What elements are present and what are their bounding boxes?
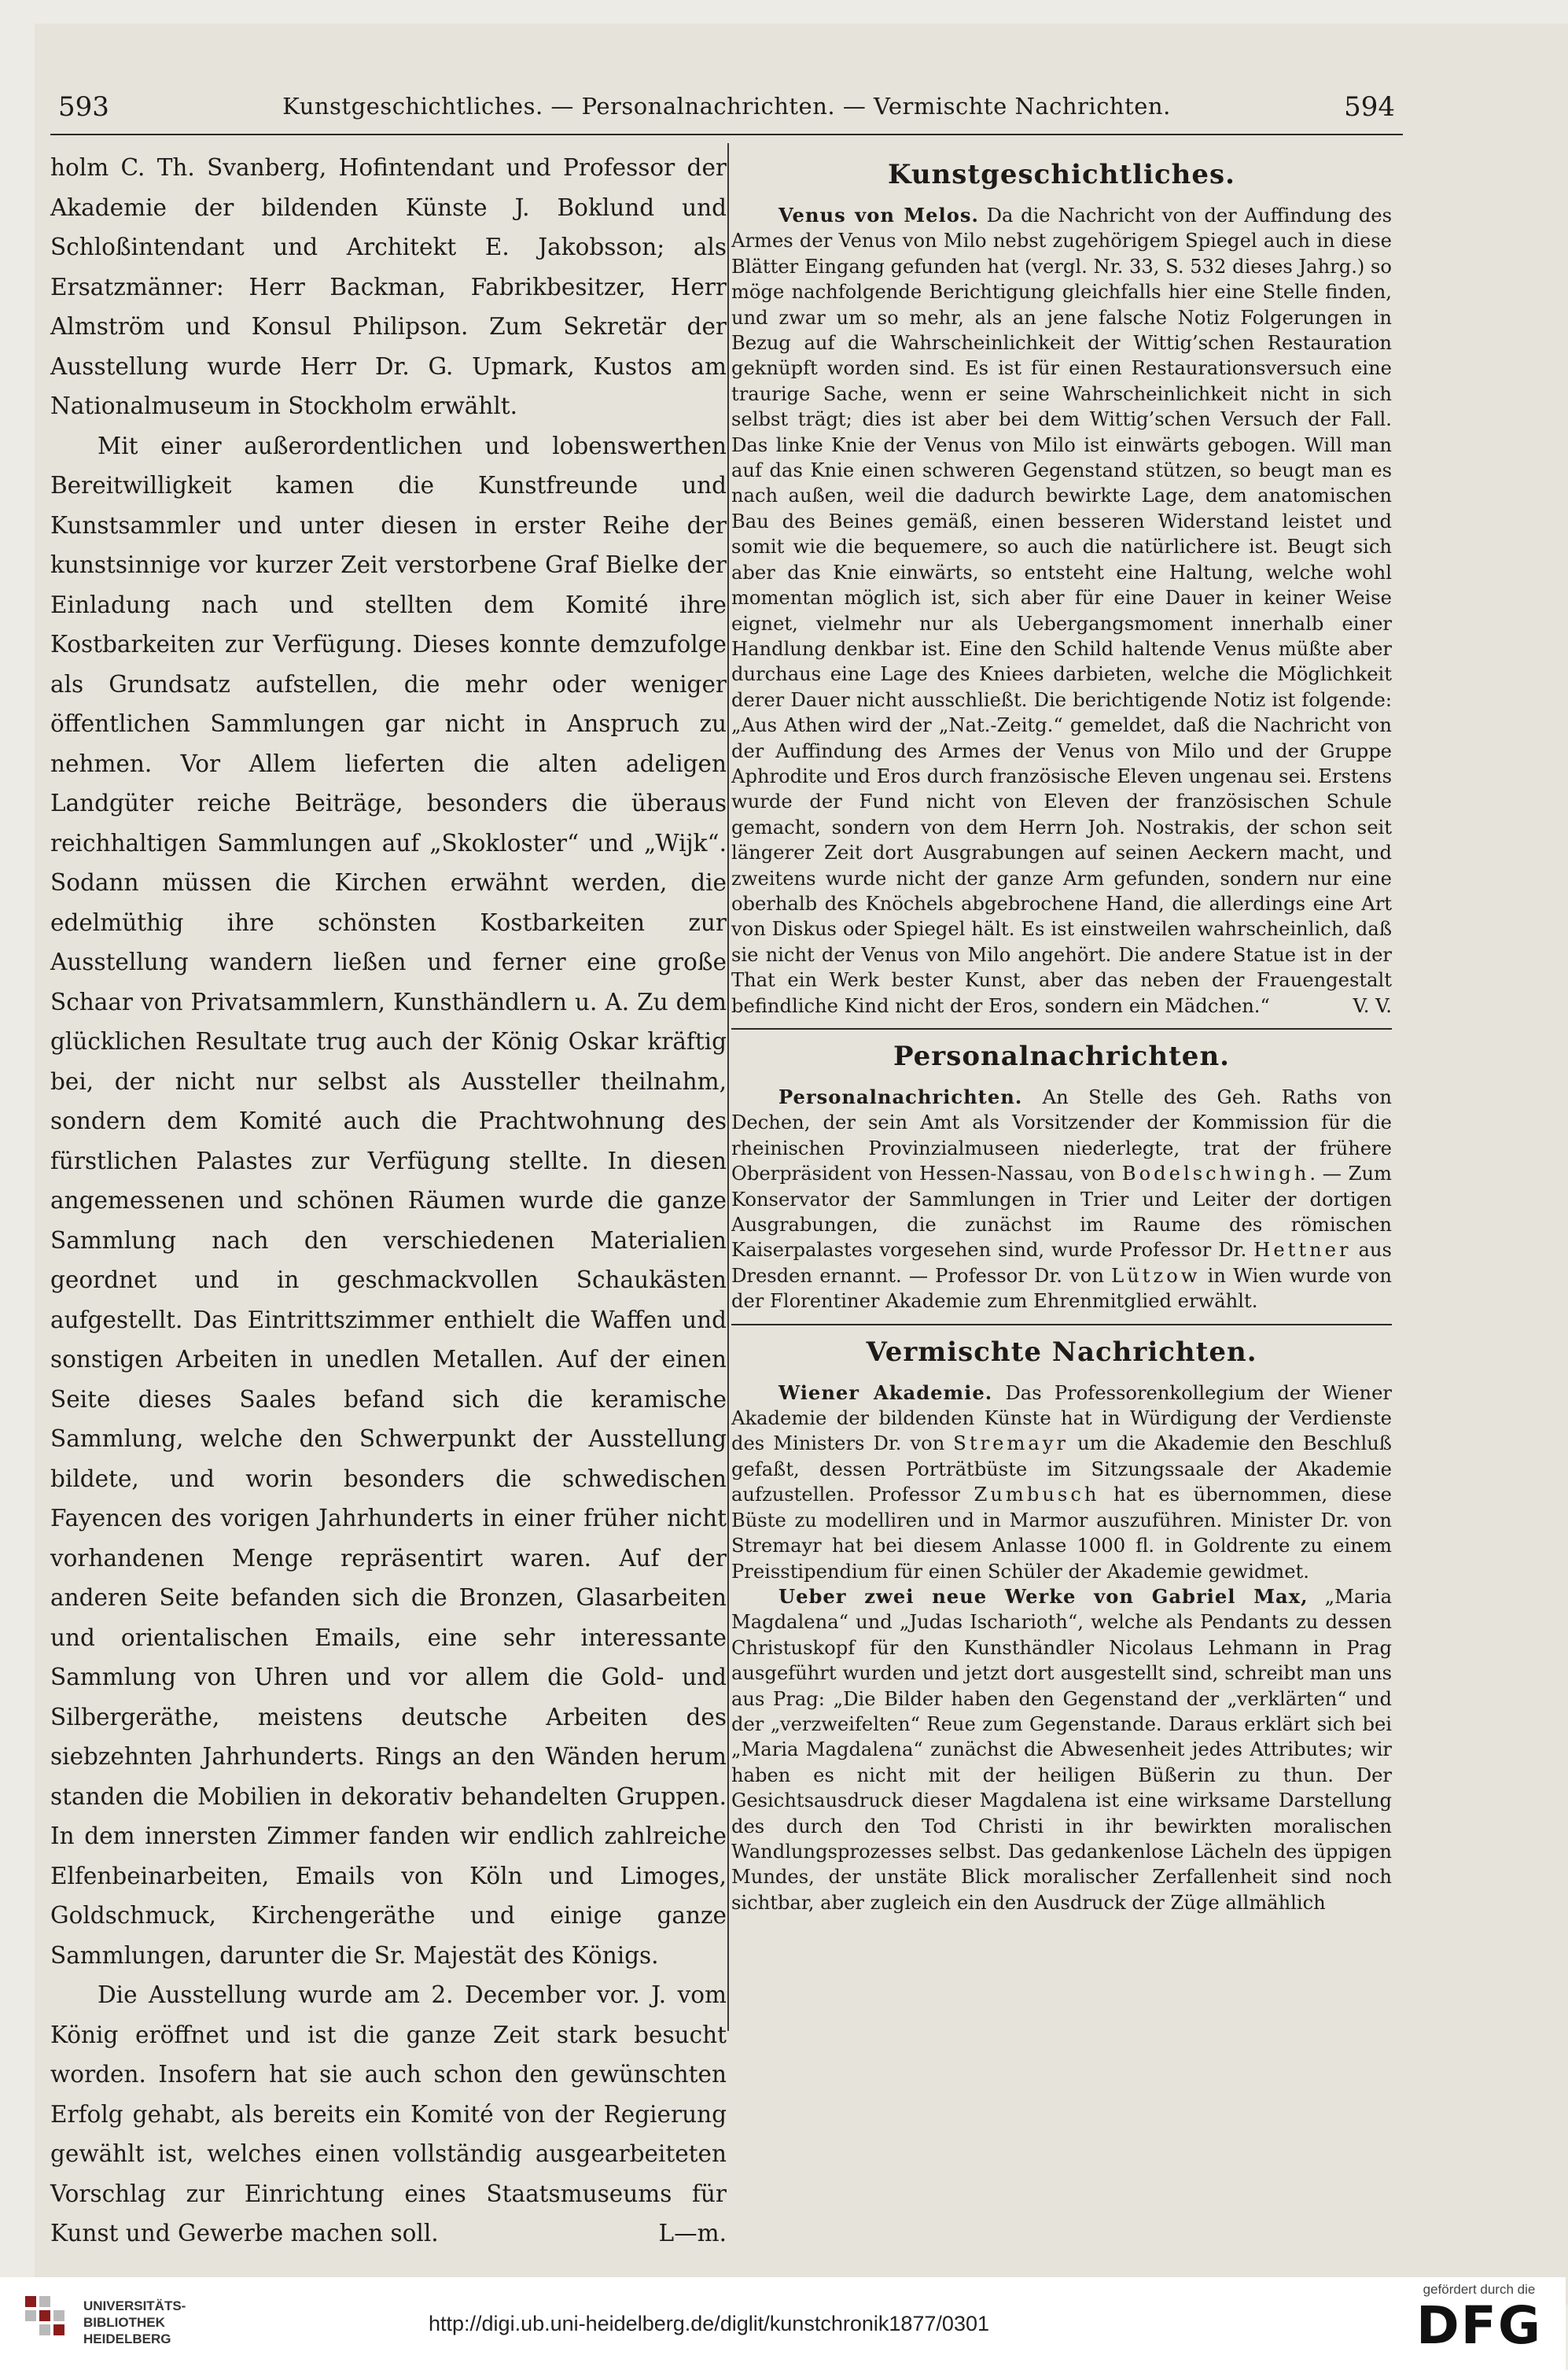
- funding-logo[interactable]: [1416, 2282, 1542, 2354]
- article-lead: Personalnachrichten.: [778, 1085, 1023, 1108]
- column-divider: [727, 143, 729, 2031]
- article-gabriel-max: [731, 1584, 1392, 1915]
- library-name: [83, 2298, 186, 2347]
- paragraph: Mit einer außerordentlichen und lobenswerthen Bereitwilligkeit kamen die Kunstfreunde und Kunstsammler und unter diesen in erster Reihe der kunstsinnige vor kurzer Zeit verstorbene Graf Bielke der Einladung nach und stellten dem Komité ihre Kostbarkeiten zur Verfügung. Dieses konnte demzufolge als Grundsatz aufstellen, die mehr oder weniger öffentlichen Sammlungen gar nicht in Anspruch zu nehmen. Vor Allem lieferten die alten adeligen Landgüter reiche Beiträge, besonders die überaus reichhaltigen Sammlungen auf „Skokloster“ und „Wijk“. Sodann müssen die Kirchen erwähnt werden, die edelmüthig ihre schönsten Kostbarkeiten zur Ausstellung wandern ließen und ferner eine große Schaar von Privatsammlern, Kunsthändlern u. A. Zu dem glücklichen Resultate trug auch der König Oskar kräftig bei, der nicht nur selbst als Aussteller theilnahm, sondern dem Komité auch die Prachtwohnung des fürstlichen Palastes zur Verfügung stellte. In diesen angemessenen und schönen Räumen wurde die ganze Sammlung nach den verschiedenen Materialien geordnet und in geschmackvollen Schaukästen aufgestellt. Das Eintrittszimmer enthielt die Waffen und sonstigen Arbeiten in unedlen Metallen. Auf der einen Seite dieses Saales befand sich die keramische Sammlung, welche den Schwerpunkt der Ausstellung bildete, und worin besonders die schwedischen Fayencen des vorigen Jahrhunderts in einer früher nicht vorhandenen Menge repräsentirt waren. Auf der anderen Seite befanden sich die Bronzen, Glasarbeiten und orientalischen Emails, eine sehr interessante Sammlung von Uhren und vor allem die Gold- und Silbergeräthe, meistens deutsche Arbeiten des siebzehnten Jahrhunderts. Rings an den Wänden herum standen die Mobilien in dekorativ behandelten Gruppen. In dem innersten Zimmer fanden wir endlich zahlreiche Elfenbeinarbeiten, Emails von Köln und Limoges, Goldschmuck, Kirchengeräthe und einige ganze Sammlungen, darunter die Sr. Majestät des Königs.: [50, 432, 727, 1969]
- paragraph: [50, 1975, 727, 2254]
- library-line: HEIDELBERG: [83, 2331, 171, 2346]
- page-header: [50, 88, 1403, 135]
- person-name: Stremayr: [953, 1432, 1069, 1455]
- article-text: um die Akademie den Beschluß gefaßt, dessen Porträtbüste im Sitzungssaale der Akademie aufzustellen. Professor: [731, 1432, 1392, 1506]
- page-number-right: 594: [1344, 91, 1395, 123]
- section-title-vermischte-nachrichten: Vermischte Nachrichten.: [866, 1336, 1257, 1368]
- footer-bar: [0, 2277, 1566, 2370]
- article-venus-von-melos: [731, 203, 1392, 1019]
- running-title: Kunstgeschichtliches. — Personalnachrichten. — Vermischte Nachrichten.: [282, 93, 1171, 120]
- paragraph-text: Die Ausstellung wurde am 2. December vor. J. vom König eröffnet und ist die ganze Zeit stark besucht worden. Insofern hat sie auch schon den gewünschten Erfolg gehabt, als bereits ein Komité von der Regierung gewählt ist, welches einen vollständig ausgearbeiteten Vorschlag zur Einrichtung eines Staatsmuseums für Kunst und Gewerbe machen soll.: [50, 1981, 727, 2247]
- library-line: UNIVERSITÄTS-: [83, 2298, 186, 2313]
- article-wiener-akademie: [731, 1380, 1392, 1584]
- article-text: aus Dresden ernannt. — Professor Dr. von: [731, 1239, 1392, 1287]
- article-lead: Wiener Akademie.: [778, 1380, 993, 1404]
- person-name: Hettner: [1253, 1239, 1352, 1262]
- dfg-logo: DFG: [1415, 2295, 1542, 2356]
- article-lead: Ueber zwei neue Werke von Gabriel Max,: [778, 1584, 1309, 1608]
- person-name: Zumbusch: [974, 1484, 1100, 1506]
- section-rule: [731, 1324, 1392, 1325]
- article-text: „Maria Magdalena“ und „Judas Ischarioth“, welche als Pendants zu dessen Christuskopf für den Kunsthändler Nicolaus Lehmann in Prag ausgeführt wurden und jetzt dort ausgestellt sind, schreibt man uns aus Prag: „Die Bilder haben den Gegenstand der „verklärten“ und der „verzweifelten“ Reue zum Gegenstande. Daraus erklärt sich bei „Maria Magdalena“ zunächst die Abwesenheit jedes Attributes; wir haben es nicht mit der heiligen Büßerin zu thun. Der Gesichtsausdruck dieser Magdalena ist eine wirksame Darstellung des durch den Tod Christi in ihr bewirkten moralischen Wandlungsprozesses selbst. Das gedankenlose Lächeln des üppigen Mundes, der unstäte Blick moralischer Zerfallenheit sind noch sichtbar, aber zugleich ein den Ausdruck der Züge allmählich: [731, 1585, 1392, 1914]
- article-text: . — Zum Konservator der Sammlungen in Trier und Leiter der dortigen Ausgrabungen, die zunächst im Raume des römischen Kaiserpalastes vorgesehen sind, wurde Professor Dr.: [731, 1163, 1392, 1262]
- left-column: [50, 148, 727, 2247]
- right-column: [731, 148, 1392, 2087]
- funding-label: gefördert durch die: [1423, 2282, 1536, 2297]
- signature: V. V.: [1353, 994, 1392, 1017]
- library-seal-icon: [22, 2291, 77, 2354]
- signature: L—m.: [658, 2220, 727, 2247]
- section-title-personalnachrichten: Personalnachrichten.: [893, 1041, 1230, 1072]
- article-text: An Stelle des Geh. Raths von Dechen, der sein Amt als Vorsitzender der Kommission für die rheinischen Provinzialmuseen niederlegte, trat der frühere Oberpräsident von Hessen-Nassau, von: [731, 1086, 1392, 1185]
- article-text: Das Professorenkollegium der Wiener Akademie der bildenden Künste hat in Würdigung der Verdienste des Ministers Dr. von: [731, 1381, 1392, 1455]
- library-line: BIBLIOTHEK: [83, 2315, 165, 2330]
- section-rule: [731, 1028, 1392, 1030]
- paragraph: holm C. Th. Svanberg, Hofintendant und Professor der Akademie der bildenden Künste J. Boklund und Schloßintendant und Architekt E. Jakobsson; als Ersatzmänner: Herr Backman, Fabrikbesitzer, Herr Almström und Konsul Philipson. Zum Sekretär der Ausstellung wurde Herr Dr. G. Upmark, Kustos am Nationalmuseum in Stockholm erwählt.: [50, 154, 727, 419]
- article-text: in Wien wurde von der Florentiner Akademie zum Ehrenmitglied erwählt.: [731, 1264, 1392, 1313]
- article-lead: Venus von Melos.: [778, 204, 979, 227]
- person-name: Bodelschwingh: [1121, 1163, 1310, 1185]
- article-personalnachrichten: [731, 1085, 1392, 1314]
- article-text: Da die Nachricht von der Auffindung des Armes der Venus von Milo nebst zugehörigem Spiegel auch in diese Blätter Eingang gefunden hat (vergl. Nr. 33, S. 532 dieses Jahrg.) so möge nachfolgende Berichtigung gleichfalls hier eine Stelle finden, und zwar um so mehr, als an jene falsche Notiz Folgerungen in Bezug auf die Wahrscheinlichkeit der Wittig’schen Restauration geknüpft worden sind. Es ist für einen Restaurationsversuch eine traurige Sache, wenn er seine Wahrscheinlichkeit nicht in sich selbst trägt; dies ist aber bei dem Wittig’schen Versuch der Fall. Das linke Knie der Venus von Milo ist einwärts gebogen. Will man auf das Knie einen schweren Gegenstand stützen, so beugt man es nach außen, weil die dadurch bewirkte Lage, dem anatomischen Bau des Beines gemäß, einen besseren Widerstand leistet und somit wie die bequemere, so auch die natürlichere ist. Beugt sich aber das Knie einwärts, so entsteht eine Haltung, welche wohl momentan möglich ist, sich aber für eine Dauer in keiner Weise eignet, vielmehr nur als Uebergangsmoment innerhalb einer Handlung denkbar ist. Eine den Schild haltende Venus müßte aber durchaus eine Lage des Kniees darbieten, welche die Möglichkeit derer Dauer nicht ausschließt. Die berichtigende Notiz ist folgende: „Aus Athen wird der „Nat.-Zeitg.“ gemeldet, daß die Nachricht von der Auffindung des Armes der Venus von Milo und der Gruppe Aphrodite und Eros durch französische Eleven ungenau sei. Erstens wurde der Fund nicht von Eleven der französischen Schule gemacht, sondern von dem Herrn Joh. Nostrakis, der schon seit längerer Zeit dort Ausgrabungen auf seinen Aeckern macht, und zweitens wurde nicht der ganze Arm gefunden, sondern nur eine oberhalb des Knöchels abgebrochene Hand, die allerdings eine Art von Diskus oder Spiegel hält. Es ist einstweilen wahrscheinlich, daß sie nicht der Venus von Milo angehört. Die andere Statue ist in der That ein Werk bester Kunst, aber das neben der Frauengestalt befindliche Kind nicht der Eros, sondern ein Mädchen.“: [731, 205, 1392, 1017]
- section-title-kunstgeschichtliches: Kunstgeschichtliches.: [888, 159, 1235, 190]
- page-number-left: 593: [58, 91, 109, 123]
- source-url-link[interactable]: http://digi.ub.uni-heidelberg.de/diglit/kunstchronik1877/0301: [429, 2312, 989, 2335]
- person-name: Lützow: [1111, 1264, 1201, 1287]
- library-logo[interactable]: [22, 2291, 234, 2354]
- article-text: hat es übernommen, diese Büste zu modelliren und in Marmor auszuführen. Minister Dr. von Stremayr hat bei diesem Anlasse 1000 fl. in Goldrente zu einem Preisstipendium für einen Schüler der Akademie gewidmet.: [731, 1484, 1392, 1583]
